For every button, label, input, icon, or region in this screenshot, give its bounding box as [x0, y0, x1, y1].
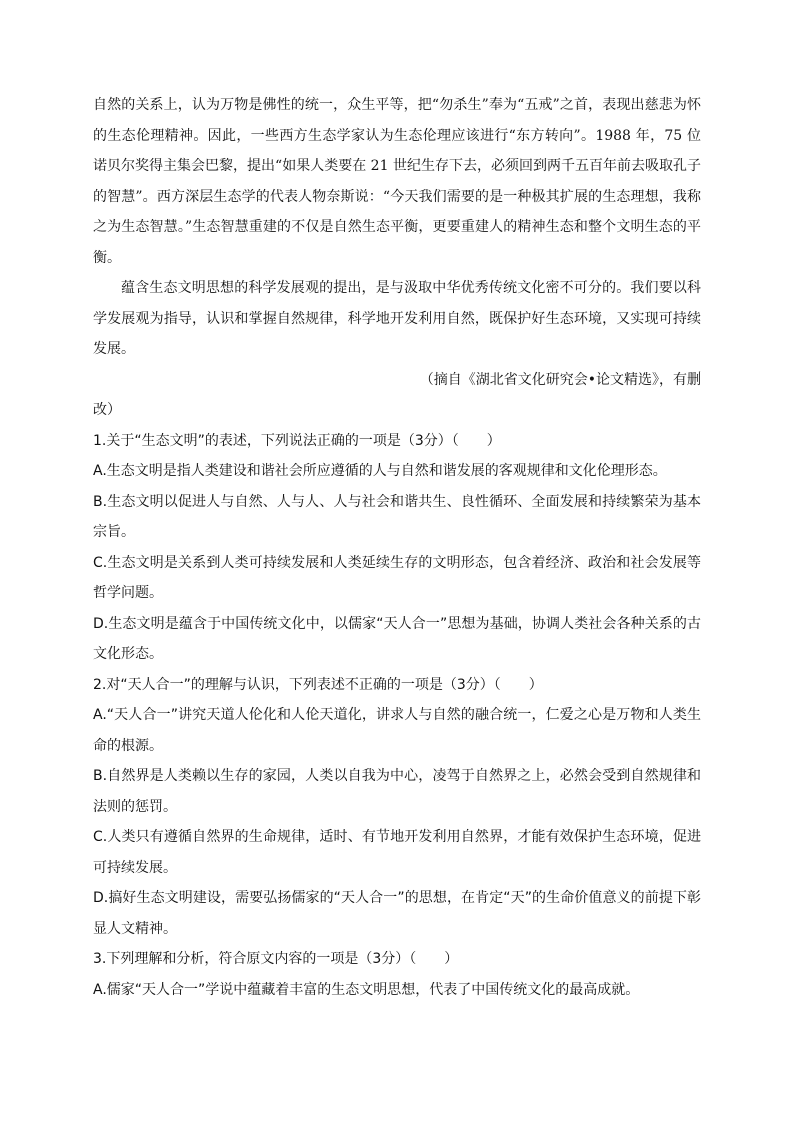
source-citation: （摘自《湖北省文化研究会•论文精选》，有删 — [419, 371, 701, 388]
question-2-option-d: D.搞好生态文明建设，需要弘扬儒家的“天人合一”的思想，在肯定“天”的生命价值意义的前提下彰显人文精神。 — [93, 890, 701, 937]
question-2-option-a: A.“天人合一”讲究天道人伦化和人伦天道化，讲求人与自然的融合统一，仁爱之心是万物和人类生命的根源。 — [93, 707, 701, 754]
question-3-option-a: A.儒家“天人合一”学说中蕴藏着丰富的生态文明思想，代表了中国传统文化的最高成就。 — [93, 981, 640, 998]
question-1-option-a: A.生态文明是指人类建设和谐社会所应遵循的人与自然和谐发展的客观规律和文化伦理形态。 — [93, 463, 667, 479]
question-1-option-b: B.生态文明以促进人与自然、人与人、人与社会和谐共生、良性循环、全面发展和持续繁荣为基本宗旨。 — [93, 493, 701, 540]
question-2 — [93, 670, 701, 945]
question-2-option-c: C.人类只有遵循自然界的生命规律，适时、有节地开发利用自然界，才能有效保护生态环境，促进可持续发展。 — [93, 829, 701, 876]
page-content — [93, 90, 701, 1005]
question-1 — [93, 426, 701, 670]
passage-paragraph-1: 自然的关系上，认为万物是佛性的统一，众生平等，把“勿杀生”奉为“五戒”之首，表现出慈悲为怀的生态伦理精神。因此，一些西方生态学家认为生态伦理应该进行“东方转向”。1988 年，75 位诺贝尔奖得主集会巴黎，提出“如果人类要在 21 世纪生存下去，必须回到两千五百年前去吸取孔子的智慧”。西方深层生态学的代表人物奈斯说：“今天我们需要的是一种极其扩展的生态理想，我称之为生态智慧。”生态智慧重建的不仅是自然生态平衡，更要重建人的精神生态和整个文明生态的平衡。 — [93, 97, 701, 266]
question-1-option-d: D.生态文明是蕴含于中国传统文化中，以儒家“天人合一”思想为基础，协调人类社会各种关系的古文化形态。 — [93, 615, 701, 662]
source-citation-tail: 改） — [93, 402, 121, 418]
question-2-stem: 2.对“天人合一”的理解与认识，下列表述不正确的一项是（3分）（ ） — [93, 676, 543, 693]
question-3 — [93, 944, 701, 1005]
question-3-stem: 3.下列理解和分析，符合原文内容的一项是（3分）（ ） — [93, 951, 459, 967]
question-1-stem: 1.关于“生态文明”的表述，下列说法正确的一项是（3分）（ ） — [93, 432, 501, 449]
question-1-option-c: C.生态文明是关系到人类可持续发展和人类延续生存的文明形态，包含着经济、政治和社会发展等哲学问题。 — [93, 554, 701, 601]
question-2-option-b: B.自然界是人类赖以生存的家园，人类以自我为中心，凌驾于自然界之上，必然会受到自然规律和法则的惩罚。 — [93, 768, 701, 815]
passage-paragraph-2: 蕴含生态文明思想的科学发展观的提出，是与汲取中华优秀传统文化密不可分的。我们要以科学发展观为指导，认识和掌握自然规律，科学地开发利用自然，既保护好生态环境，又实现可持续发展。 — [93, 280, 701, 357]
